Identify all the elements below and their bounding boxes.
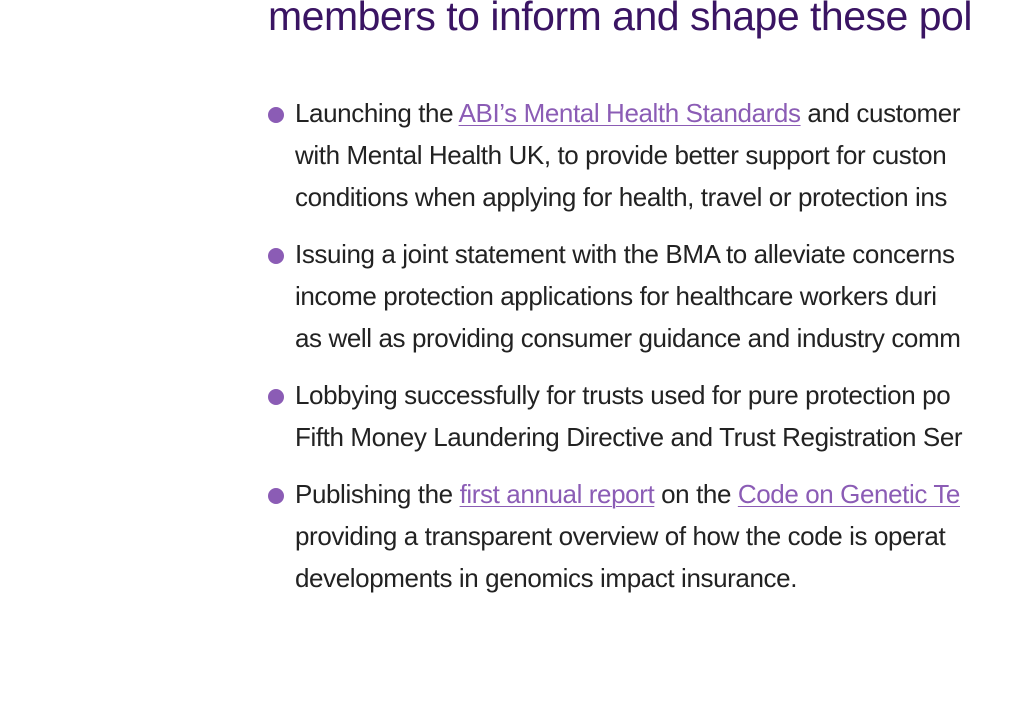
list-item-line — [295, 92, 1024, 134]
achievements-list — [268, 92, 1024, 614]
list-item-line: developments in genomics impact insurance. — [295, 563, 798, 593]
section-heading: members to inform and shape these pol — [268, 0, 972, 39]
bullet-dot-icon — [268, 107, 284, 123]
list-item — [268, 233, 1024, 359]
list-item — [268, 92, 1024, 218]
list-item-line: Issuing a joint statement with the BMA to alleviate concerns — [295, 239, 955, 269]
list-item — [268, 473, 1024, 599]
code-on-genetic-testing-link[interactable]: Code on Genetic Te — [737, 479, 960, 509]
list-item-line: with Mental Health UK, to provide better support for custon — [295, 140, 947, 170]
bullet-dot-icon — [268, 389, 284, 405]
list-item-line: income protection applications for healthcare workers duri — [295, 281, 937, 311]
text-run: Publishing the — [295, 479, 460, 509]
text-run: Launching the — [295, 98, 459, 128]
list-item-line: as well as providing consumer guidance and industry comm — [295, 323, 961, 353]
list-item-line: Lobbying successfully for trusts used for pure protection po — [295, 380, 951, 410]
text-run: on the — [654, 479, 738, 509]
list-item-line: Fifth Money Laundering Directive and Trust Registration Ser — [295, 422, 963, 452]
bullet-dot-icon — [268, 488, 284, 504]
list-item-line: conditions when applying for health, travel or protection ins — [295, 182, 947, 212]
first-annual-report-link[interactable]: first annual report — [459, 479, 655, 509]
list-item — [268, 374, 1024, 458]
mental-health-standards-link[interactable]: ABI’s Mental Health Standards — [458, 98, 801, 128]
list-item-line: providing a transparent overview of how the code is operat — [295, 521, 946, 551]
text-run: and customer — [800, 98, 961, 128]
list-item-line — [295, 473, 1024, 515]
bullet-dot-icon — [268, 248, 284, 264]
